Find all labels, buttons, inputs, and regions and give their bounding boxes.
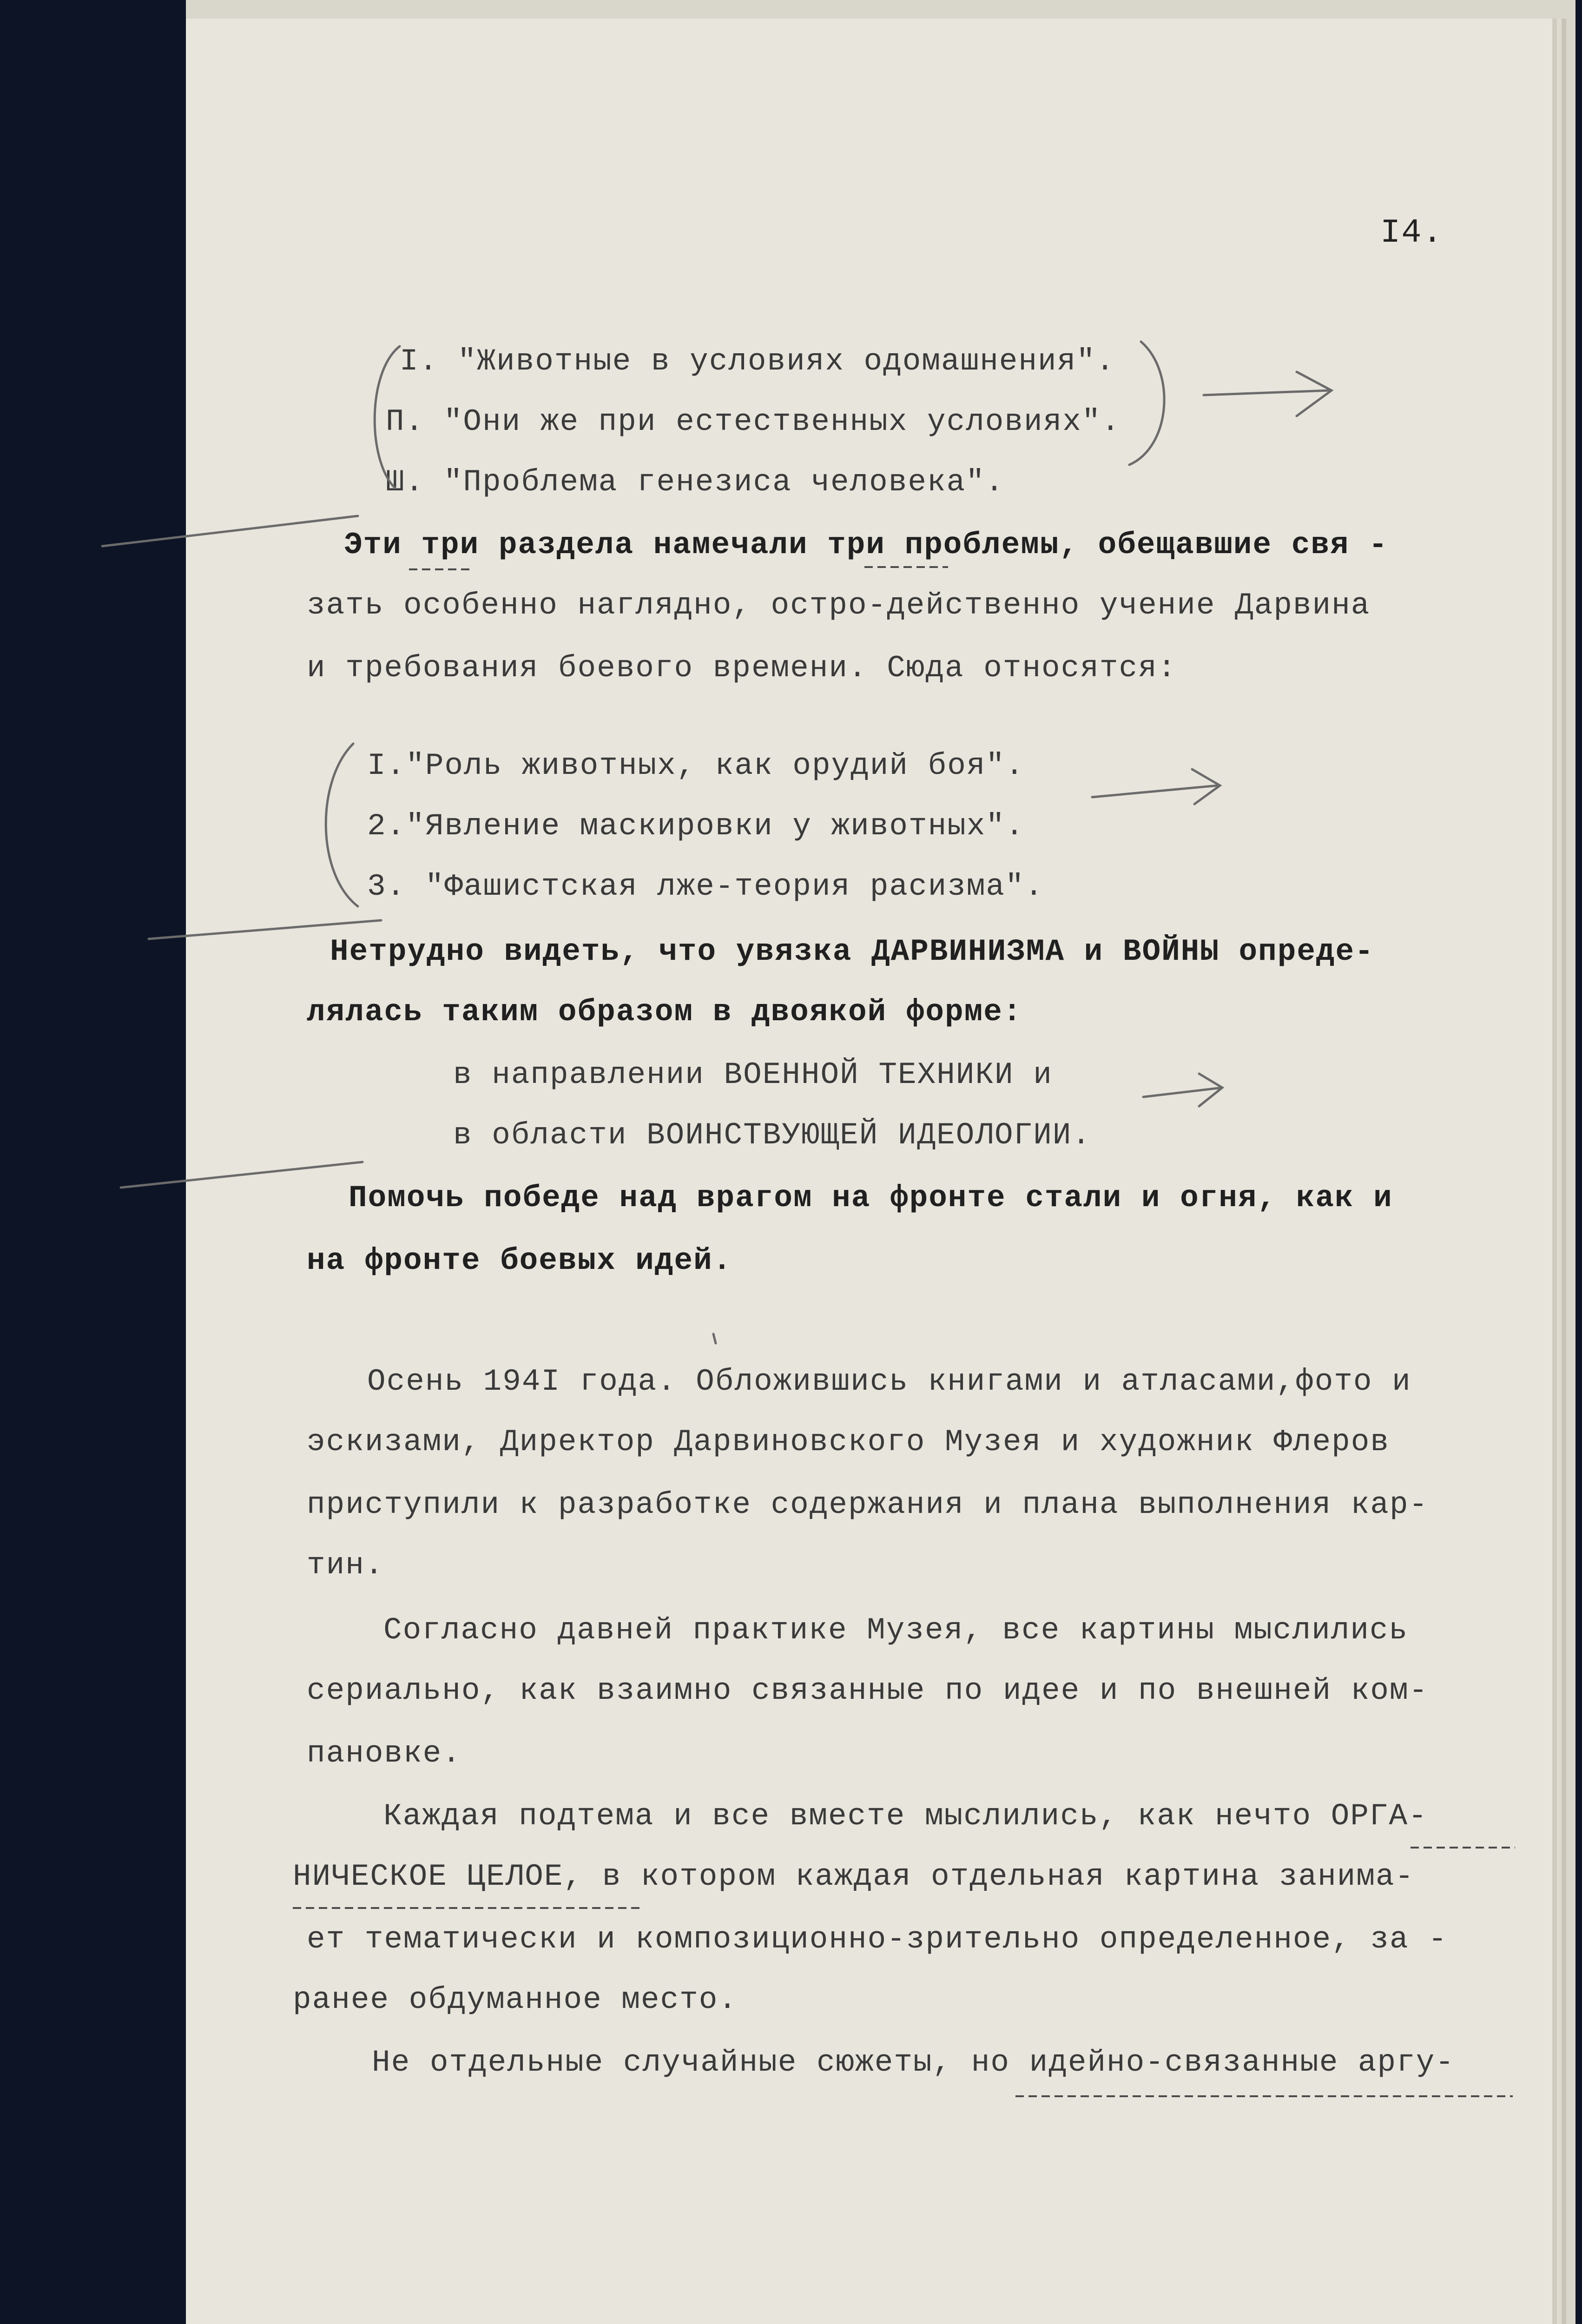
paragraph5-line-2: сериально, как взаимно связанные по идее и по внешней ком- bbox=[307, 1673, 1429, 1708]
paragraph5-line-1: Согласно давней практике Музея, все картины мыслились bbox=[383, 1613, 1409, 1648]
paragraph4-line-4: тин. bbox=[307, 1548, 384, 1583]
section-item-3: Ш. "Проблема генезиса человека". bbox=[386, 465, 1005, 500]
paragraph4-line-3: приступили к разработке содержания и плана выполнения кар- bbox=[307, 1487, 1429, 1522]
paragraph1-line-2: зать особенно наглядно, остро-действенно учение Дарвина bbox=[307, 588, 1371, 623]
direction-item-1: в направлении ВОЕННОЙ ТЕХНИКИ и bbox=[453, 1057, 1053, 1092]
paragraph7-line-1: Не отдельные случайные сюжеты, но идейно-связанные аргу- bbox=[372, 2045, 1455, 2080]
section-item-2: П. "Они же при естественных условиях". bbox=[386, 404, 1121, 439]
section-item-1: I. "Животные в условиях одомашнения". bbox=[400, 344, 1115, 379]
paragraph4-line-2: эскизами, Директор Дарвиновского Музея и художник Флеров bbox=[307, 1425, 1390, 1459]
page-number: I4. bbox=[1380, 214, 1444, 252]
paragraph6-line-2: НИЧЕСКОЕ ЦЕЛОЕ, в котором каждая отдельная картина занима- bbox=[293, 1859, 1415, 1894]
paragraph3-line-2: на фронте боевых идей. bbox=[307, 1243, 732, 1278]
paragraph1-line-1: Эти три раздела намечали три проблемы, обещавшие свя - bbox=[344, 528, 1388, 562]
paragraph2-line-1: Нетрудно видеть, что увязка ДАРВИНИЗМА и ВОЙНЫ опреде- bbox=[330, 934, 1374, 969]
paragraph6-line-1: Каждая подтема и все вместе мыслились, как нечто ОРГА- bbox=[383, 1799, 1428, 1834]
paragraph6-line-4: ранее обдуманное место. bbox=[293, 1982, 738, 2017]
direction-item-2: в области ВОИНСТВУЮЩЕЙ ИДЕОЛОГИИ. bbox=[453, 1118, 1092, 1153]
paragraph6-line-3: ет тематически и композиционно-зрительно определенное, за - bbox=[307, 1922, 1448, 1957]
paragraph3-line-1: Помочь победе над врагом на фронте стали и огня, как и bbox=[349, 1181, 1393, 1215]
problem-item-2: 2."Явление маскировки у животных". bbox=[367, 809, 1025, 844]
problem-item-3: 3. "Фашистская лже-теория расизма". bbox=[367, 869, 1044, 904]
paragraph4-line-1: Осень 194I года. Обложившись книгами и атласами,фото и bbox=[367, 1364, 1411, 1399]
paragraph5-line-3: пановке. bbox=[307, 1736, 461, 1771]
paragraph1-line-3: и требования боевого времени. Сюда относятся: bbox=[307, 651, 1177, 686]
problem-item-1: I."Роль животных, как орудий боя". bbox=[367, 748, 1025, 783]
paragraph2-line-2: лялась таким образом в двоякой форме: bbox=[307, 995, 1022, 1030]
